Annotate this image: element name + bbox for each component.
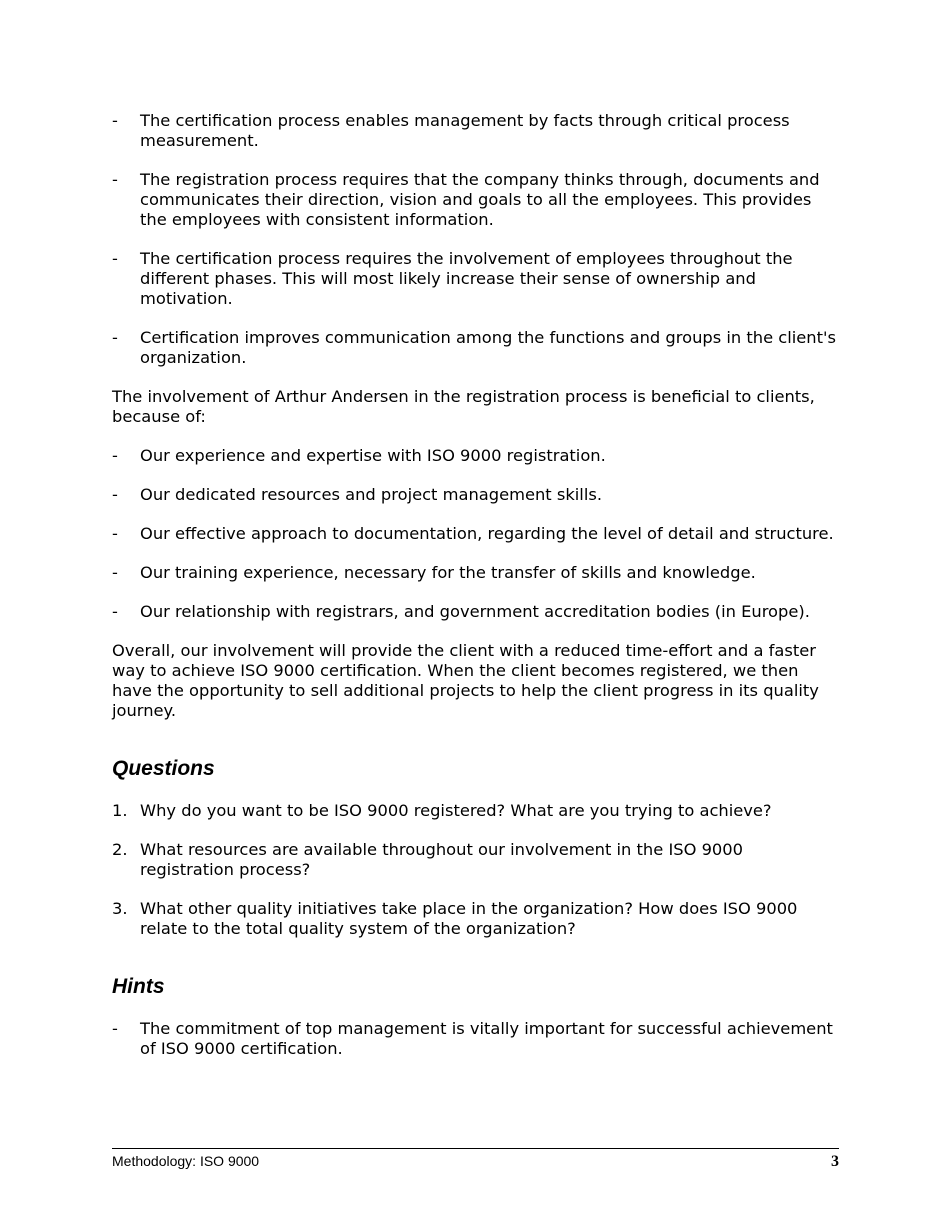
question-text: Why do you want to be ISO 9000 registered? What are you trying to achieve? xyxy=(140,801,772,820)
dash-marker: - xyxy=(112,111,118,130)
dash-marker: - xyxy=(112,249,118,268)
list-item-text: Our experience and expertise with ISO 9000 registration. xyxy=(140,446,606,465)
question-item xyxy=(112,899,839,939)
question-text: What other quality initiatives take place in the organization? How does ISO 9000 relate to the total quality system of the organization? xyxy=(140,899,798,938)
list-item xyxy=(112,249,839,309)
question-item xyxy=(112,840,839,880)
dash-marker: - xyxy=(112,524,118,543)
list-item xyxy=(112,328,839,368)
list-item-text: Our dedicated resources and project management skills. xyxy=(140,485,602,504)
dash-marker: - xyxy=(112,446,118,465)
number-marker: 3. xyxy=(112,899,128,918)
dash-marker: - xyxy=(112,170,118,189)
page-number: 3 xyxy=(831,1153,839,1170)
dash-marker: - xyxy=(112,602,118,621)
list-item xyxy=(112,524,839,544)
list-item xyxy=(112,485,839,505)
benefits-list xyxy=(112,111,839,368)
list-item-text: Our relationship with registrars, and government accreditation bodies (in Europe). xyxy=(140,602,810,621)
involvement-intro: The involvement of Arthur Andersen in the registration process is beneficial to clients, because of: xyxy=(112,387,815,426)
list-item-text: The certification process enables management by facts through critical process measurement. xyxy=(140,111,790,150)
dash-marker: - xyxy=(112,328,118,347)
questions-heading: Questions xyxy=(112,757,215,780)
hints-list xyxy=(112,1019,839,1059)
list-item xyxy=(112,111,839,151)
overall-paragraph: Overall, our involvement will provide the client with a reduced time-effort and a faster way to achieve ISO 9000 certification. When the client becomes registered, we then have the opportunity to sell additional projects to help the client progress in its quality journey. xyxy=(112,641,819,720)
list-item xyxy=(112,446,839,466)
question-item xyxy=(112,801,839,821)
list-item xyxy=(112,602,839,622)
list-item xyxy=(112,563,839,583)
list-item-text: Our training experience, necessary for the transfer of skills and knowledge. xyxy=(140,563,756,582)
question-text: What resources are available throughout our involvement in the ISO 9000 registration process? xyxy=(140,840,744,879)
hint-text: The commitment of top management is vitally important for successful achievement of ISO 9000 certification. xyxy=(140,1019,833,1058)
dash-marker: - xyxy=(112,563,118,582)
involvement-reasons-list xyxy=(112,446,839,622)
hints-heading: Hints xyxy=(112,975,165,998)
hint-item xyxy=(112,1019,839,1059)
number-marker: 1. xyxy=(112,801,128,820)
dash-marker: - xyxy=(112,485,118,504)
list-item-text: Our effective approach to documentation, regarding the level of detail and structure. xyxy=(140,524,834,543)
dash-marker: - xyxy=(112,1019,118,1038)
list-item xyxy=(112,170,839,230)
list-item-text: Certification improves communication among the functions and groups in the client's organization. xyxy=(140,328,836,367)
footer-title: Methodology: ISO 9000 xyxy=(112,1153,260,1169)
list-item-text: The registration process requires that the company thinks through, documents and communicates their direction, vision and goals to all the employees. This provides the employees with consistent information. xyxy=(140,170,820,229)
list-item-text: The certification process requires the involvement of employees throughout the different phases. This will most likely increase their sense of ownership and motivation. xyxy=(140,249,793,308)
page-footer xyxy=(112,1148,839,1171)
number-marker: 2. xyxy=(112,840,128,859)
questions-list xyxy=(112,801,839,939)
document-body xyxy=(112,111,839,1078)
